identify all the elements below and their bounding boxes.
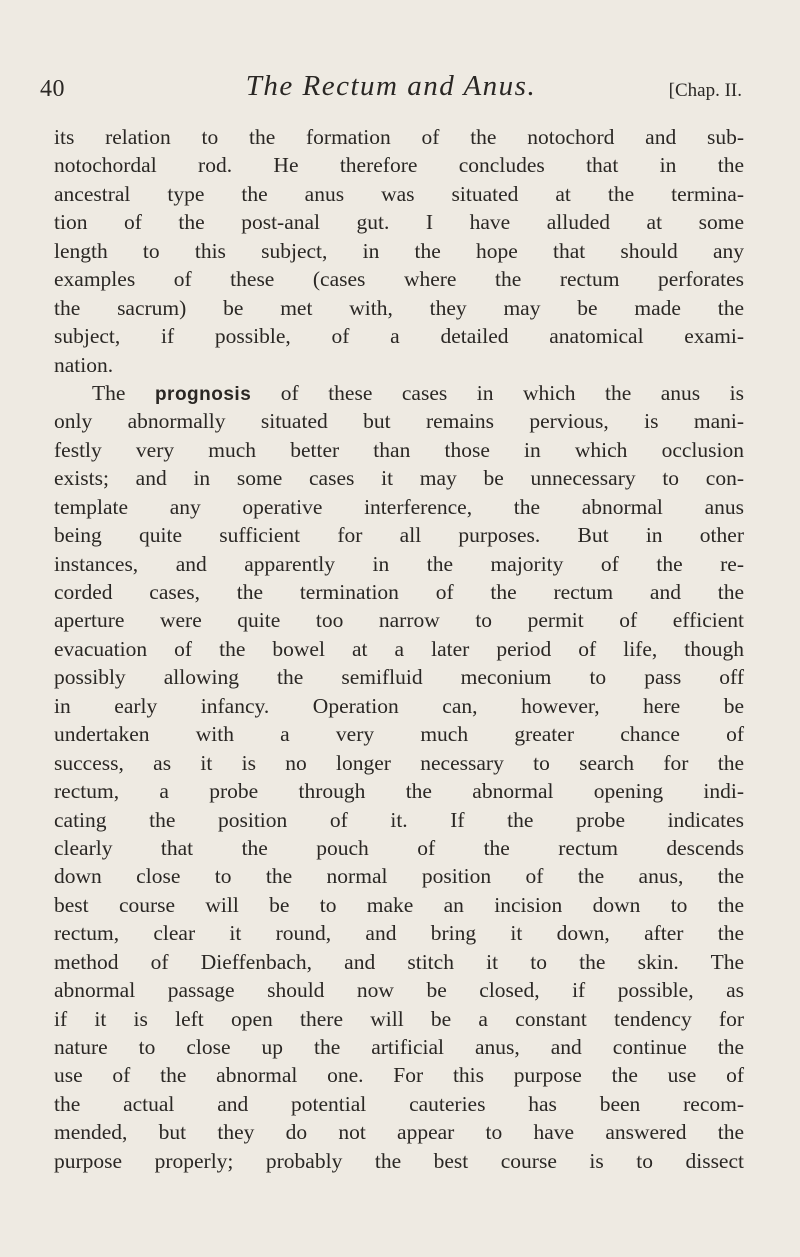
page-number: 40 bbox=[40, 76, 65, 102]
text-line: rectum, clear it round, and bring it down, after the bbox=[54, 921, 744, 946]
text-line: exists; and in some cases it may be unnecessary to con- bbox=[54, 466, 744, 491]
text-line: success, as it is no longer necessary to search for the bbox=[54, 750, 744, 775]
text-line: method of Dieffenbach, and stitch it to the skin. The bbox=[54, 949, 744, 974]
text-line: undertaken with a very much greater chance of bbox=[54, 722, 744, 747]
running-head bbox=[40, 70, 742, 110]
prognosis-term: prognosis bbox=[154, 383, 252, 405]
text-line: purpose properly; probably the best course is to dissect bbox=[54, 1148, 744, 1173]
text-line: template any operative interference, the abnormal anus bbox=[54, 494, 744, 519]
text-line: only abnormally situated but remains pervious, is mani- bbox=[54, 409, 744, 434]
text-line: being quite sufficient for all purposes. But in other bbox=[54, 523, 744, 548]
text-line: examples of these (cases where the rectum perforates bbox=[54, 267, 744, 292]
paragraph-1 bbox=[54, 123, 744, 379]
text-line: nature to close up the artificial anus, and continue the bbox=[54, 1035, 744, 1059]
text-line: clearly that the pouch of the rectum descends bbox=[54, 835, 744, 860]
book-title: The Rectum and Anus. bbox=[245, 70, 537, 102]
text-line: notochordal rod. He therefore concludes that in the bbox=[54, 153, 744, 178]
paragraph-2 bbox=[54, 379, 744, 1175]
text-line-with-term bbox=[54, 379, 744, 407]
text-line: use of the abnormal one. For this purpose the use of bbox=[54, 1063, 744, 1088]
text-line: tion of the post-anal gut. I have alluded at some bbox=[54, 210, 744, 235]
text-line: evacuation of the bowel at a later period of life, though bbox=[54, 636, 744, 661]
text-line: rectum, a probe through the abnormal opening indi- bbox=[54, 779, 744, 804]
line-start: The bbox=[92, 380, 126, 405]
text-line: possibly allowing the semifluid meconium to pass off bbox=[54, 665, 744, 690]
text-line: its relation to the formation of the notochord and sub- bbox=[54, 125, 744, 149]
text-line: corded cases, the termination of the rectum and the bbox=[54, 580, 744, 604]
text-line: length to this subject, in the hope that should any bbox=[54, 238, 744, 263]
line-end: of these cases in which the anus is bbox=[280, 380, 744, 405]
text-line: the actual and potential cauteries has been recom- bbox=[54, 1091, 744, 1116]
body-text bbox=[54, 123, 744, 1175]
text-line: nation. bbox=[54, 352, 114, 377]
text-line: ancestral type the anus was situated at the termina- bbox=[54, 181, 744, 206]
text-line: cating the position of it. If the probe indicates bbox=[54, 807, 744, 832]
text-line: aperture were quite too narrow to permit of efficient bbox=[54, 608, 744, 633]
text-line: mended, but they do not appear to have answered the bbox=[54, 1120, 744, 1145]
text-line: festly very much better than those in which occlusion bbox=[54, 437, 744, 462]
chapter-label: [Chap. II. bbox=[668, 80, 742, 101]
text-line: abnormal passage should now be closed, if possible, as bbox=[54, 978, 744, 1003]
text-line: instances, and apparently in the majority of the re- bbox=[54, 551, 744, 576]
text-line: down close to the normal position of the anus, the bbox=[54, 864, 744, 889]
text-line: in early infancy. Operation can, however, here be bbox=[54, 693, 744, 718]
text-line: if it is left open there will be a constant tendency for bbox=[54, 1006, 744, 1031]
text-line: the sacrum) be met with, they may be made the bbox=[54, 295, 744, 320]
text-line: best course will be to make an incision down to the bbox=[54, 892, 744, 917]
text-line: subject, if possible, of a detailed anatomical exami- bbox=[54, 324, 744, 349]
